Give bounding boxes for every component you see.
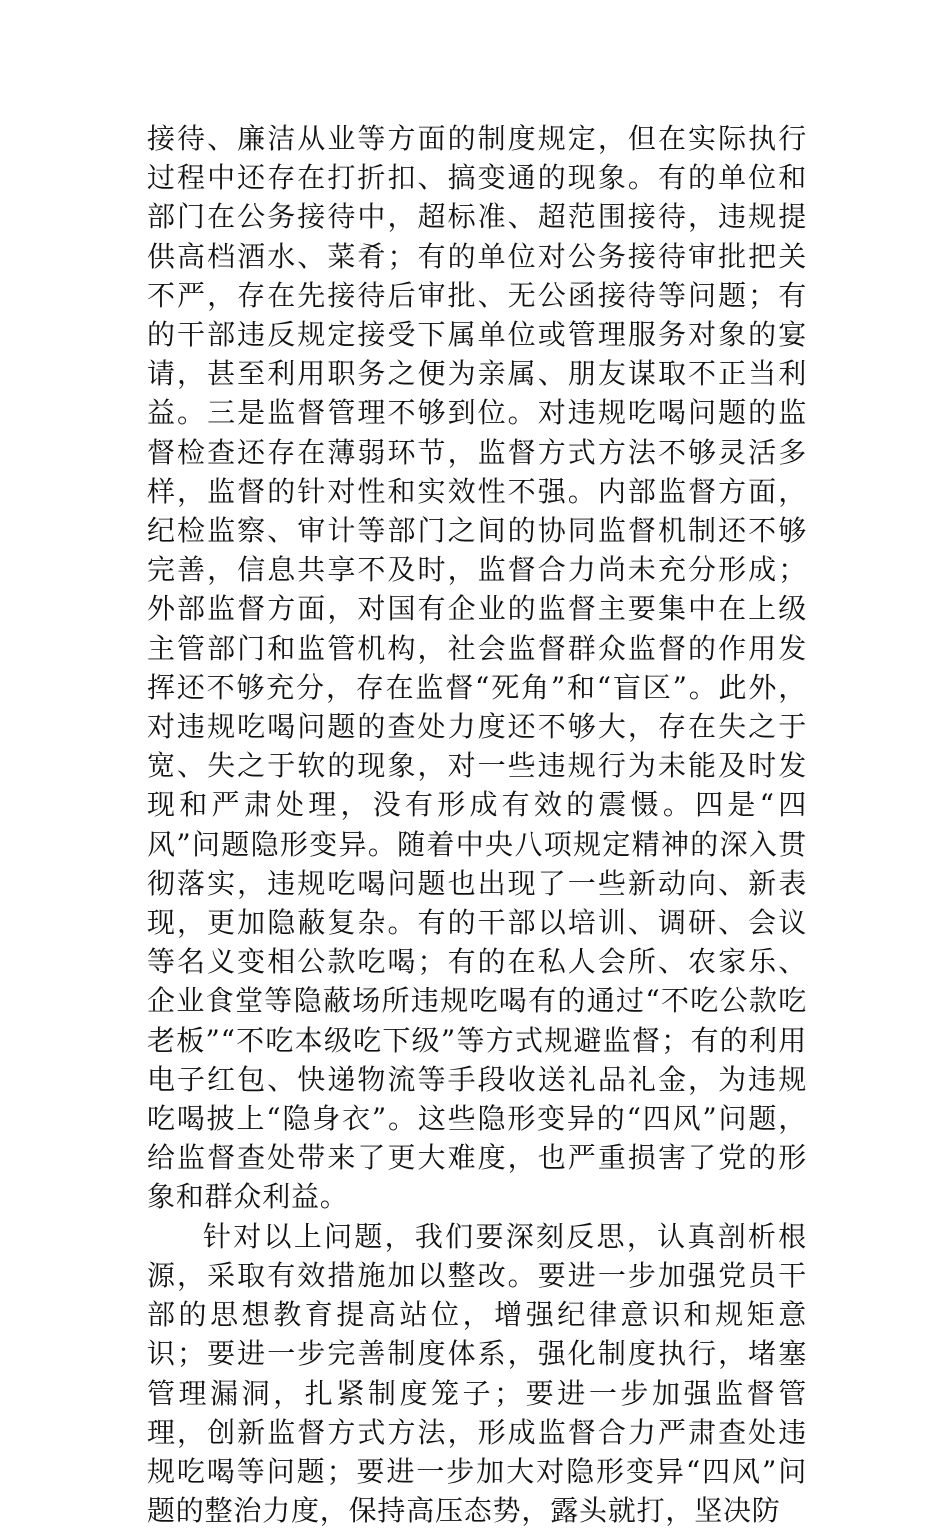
body-paragraph-2: 针对以上问题，我们要深刻反思，认真剖析根源，采取有效措施加以整改。要进一步加强党员干部的思想教育提高站位，增强纪律意识和规矩意识；要进一步完善制度体系，强化制度执行，堵塞管理漏洞，扎紧制度笼子；要进一步加强监督管理，创新监督方式方法，形成监督合力严肃查处违规吃喝等问题；要进一步加大对隐形变异“四风”问题的整治力度，保持高压态势，露头就打，坚决防 <box>147 1219 807 1528</box>
body-paragraph-1: 接待、廉洁从业等方面的制度规定，但在实际执行过程中还存在打折扣、搞变通的现象。有的单位和部门在公务接待中，超标准、超范围接待，违规提供高档酒水、菜肴；有的单位对公务接待审批把关不严，存在先接待后审批、无公函接待等问题；有的干部违反规定接受下属单位或管理服务对象的宴请，甚至利用职务之便为亲属、朋友谋取不正当利益。三是监督管理不够到位。对违规吃喝问题的监督检查还存在薄弱环节，监督方式方法不够灵活多样，监督的针对性和实效性不强。内部监督方面，纪检监察、审计等部门之间的协同监督机制还不够完善，信息共享不及时，监督合力尚未充分形成；外部监督方面，对国有企业的监督主要集中在上级主管部门和监管机构，社会监督群众监督的作用发挥还不够充分，存在监督“死角”和“盲区”。此外，对违规吃喝问题的查处力度还不够大，存在失之于宽、失之于软的现象，对一些违规行为未能及时发现和严肃处理，没有形成有效的震慑。四是“四风”问题隐形变异。随着中央八项规定精神的深入贯彻落实，违规吃喝问题也出现了一些新动向、新表现，更加隐蔽复杂。有的干部以培训、调研、会议等名义变相公款吃喝；有的在私人会所、农家乐、企业食堂等隐蔽场所违规吃喝有的通过“不吃公款吃老板”“不吃本级吃下级”等方式规避监督；有的利用电子红包、快递物流等手段收送礼品礼金，为违规吃喝披上“隐身衣”。这些隐形变异的“四风”问题，给监督查处带来了更大难度，也严重损害了党的形象和群众利益。 <box>147 122 807 1214</box>
document-page <box>147 119 807 1530</box>
